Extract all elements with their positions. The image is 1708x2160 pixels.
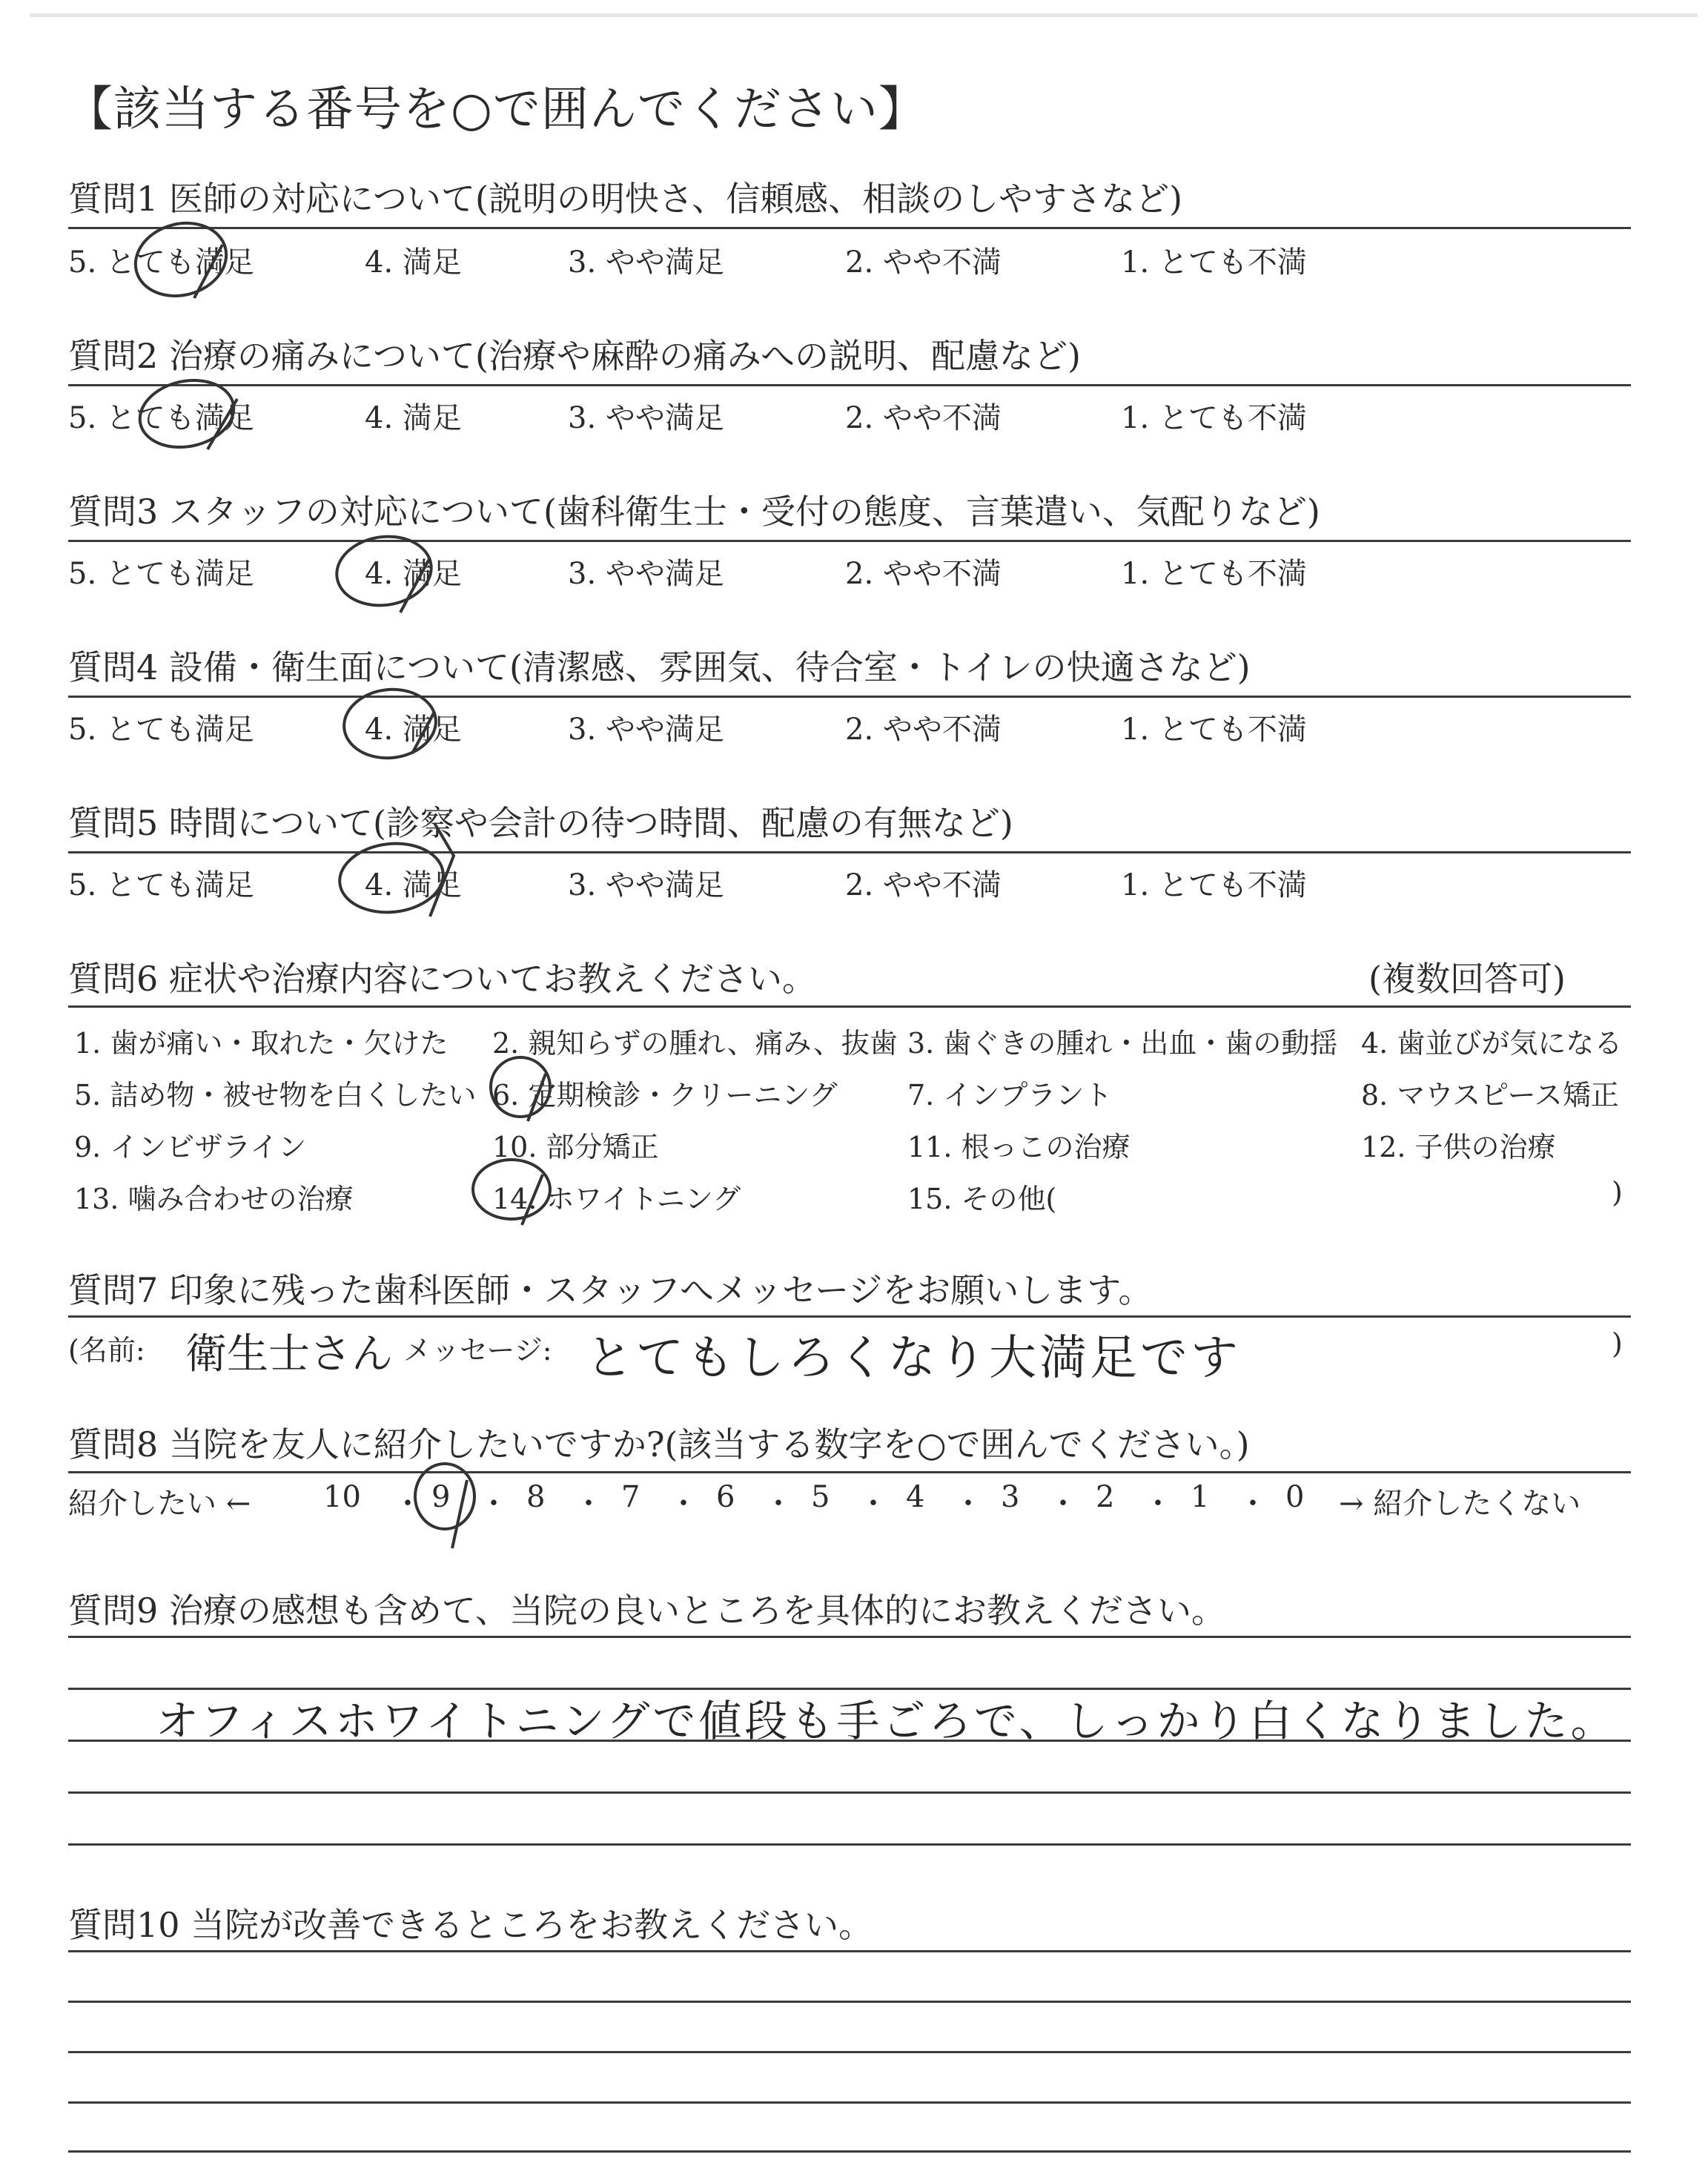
q6-item-9[interactable]: 9. インビザライン xyxy=(74,1131,307,1163)
recommend-left-label: 紹介したい ← xyxy=(68,1487,251,1521)
scale-7[interactable]: 7 xyxy=(621,1480,640,1514)
scale-6[interactable]: 6 xyxy=(716,1480,735,1514)
selection-circle-tail xyxy=(522,1175,543,1225)
scale-separator: ・ xyxy=(858,1487,888,1521)
q6-item-13[interactable]: 13. 噛み合わせの治療 xyxy=(74,1183,354,1215)
option-very-dissatisfied[interactable]: 1. とても不満 xyxy=(1121,401,1307,435)
option-somewhat-dissatisfied[interactable]: 2. やや不満 xyxy=(845,245,1002,280)
option-somewhat-dissatisfied[interactable]: 2. やや不満 xyxy=(845,557,1002,591)
scale-separator: ・ xyxy=(669,1487,698,1521)
q6-item-6[interactable]: 6. 定期検診・クリーニング xyxy=(492,1079,838,1112)
option-very-satisfied[interactable]: 5. とても満足 xyxy=(68,245,254,280)
q6-item-14[interactable]: 14. ホワイトニング xyxy=(492,1183,741,1215)
q6-other-close-paren: ) xyxy=(1612,1176,1623,1209)
question-title: 質問4 設備・衛生面について(清潔感、雰囲気、待合室・トイレの快適さなど) xyxy=(68,647,1251,687)
q6-item-11[interactable]: 11. 根っこの治療 xyxy=(907,1131,1131,1163)
option-satisfied[interactable]: 4. 満足 xyxy=(365,557,462,591)
question-title: 質問6 症状や治療内容についてお教えください。 xyxy=(68,959,816,999)
q6-item-2[interactable]: 2. 親知らずの腫れ、痛み、抜歯 xyxy=(492,1027,898,1060)
option-satisfied[interactable]: 4. 満足 xyxy=(365,868,462,902)
option-somewhat-dissatisfied[interactable]: 2. やや不満 xyxy=(845,713,1002,747)
option-very-dissatisfied[interactable]: 1. とても不満 xyxy=(1121,557,1307,591)
selection-circle-tail xyxy=(528,1074,546,1121)
option-somewhat-satisfied[interactable]: 3. やや満足 xyxy=(568,557,724,591)
option-somewhat-dissatisfied[interactable]: 2. やや不満 xyxy=(845,868,1002,902)
question-title: 質問9 治療の感想も含めて、当院の良いところを具体的にお教えください。 xyxy=(68,1591,1225,1631)
q6-item-7[interactable]: 7. インプラント xyxy=(907,1079,1113,1112)
selection-circle-q2 xyxy=(133,372,239,456)
q6-item-3[interactable]: 3. 歯ぐきの腫れ・出血・歯の動揺 xyxy=(907,1027,1338,1060)
scale-separator: ・ xyxy=(1048,1487,1078,1521)
message-label: メッセージ: xyxy=(403,1334,552,1367)
scale-8[interactable]: 8 xyxy=(526,1480,546,1514)
q6-item-10[interactable]: 10. 部分矯正 xyxy=(492,1131,659,1163)
selection-circle-q1 xyxy=(128,214,235,306)
option-somewhat-satisfied[interactable]: 3. やや満足 xyxy=(568,401,724,435)
option-very-satisfied[interactable]: 5. とても満足 xyxy=(68,557,254,591)
scale-1[interactable]: 1 xyxy=(1191,1480,1210,1514)
scale-separator: ・ xyxy=(1238,1487,1268,1521)
option-very-dissatisfied[interactable]: 1. とても不満 xyxy=(1121,868,1307,902)
option-very-dissatisfied[interactable]: 1. とても不満 xyxy=(1121,245,1307,280)
form-heading: 【該当する番号を○で囲んでください】 xyxy=(65,82,927,137)
scale-9[interactable]: 9 xyxy=(431,1480,451,1514)
message-close-paren: ) xyxy=(1612,1327,1623,1360)
q6-item-15[interactable]: 15. その他( xyxy=(907,1183,1057,1215)
option-very-satisfied[interactable]: 5. とても満足 xyxy=(68,713,254,747)
q6-item-1[interactable]: 1. 歯が痛い・取れた・欠けた xyxy=(74,1027,448,1060)
option-very-satisfied[interactable]: 5. とても満足 xyxy=(68,401,254,435)
selection-circle-tail xyxy=(452,1480,467,1548)
selection-circle-q8 xyxy=(415,1464,474,1529)
option-somewhat-satisfied[interactable]: 3. やや満足 xyxy=(568,868,724,902)
selection-circle-q4 xyxy=(341,685,440,762)
selection-circle-q5 xyxy=(337,839,447,917)
option-satisfied[interactable]: 4. 満足 xyxy=(365,401,462,435)
scale-4[interactable]: 4 xyxy=(906,1480,925,1514)
scale-2[interactable]: 2 xyxy=(1096,1480,1115,1514)
scale-separator: ・ xyxy=(479,1487,509,1521)
question-title: 質問10 当院が改善できるところをお教えください。 xyxy=(68,1905,873,1945)
scale-separator: ・ xyxy=(574,1487,603,1521)
handwritten-answer[interactable]: オフィスホワイトニングで値段も手ごろで、しっかり白くなりました。 xyxy=(156,1696,1617,1746)
scale-separator: ・ xyxy=(953,1487,983,1521)
option-somewhat-dissatisfied[interactable]: 2. やや不満 xyxy=(845,401,1002,435)
scale-separator: ・ xyxy=(393,1487,423,1521)
selection-circle-tail xyxy=(208,399,237,449)
selection-circle-q3 xyxy=(332,531,436,612)
handwritten-message[interactable]: とてもしろくなり大満足です xyxy=(586,1331,1241,1386)
question-title: 質問8 当院を友人に紹介したいですか?(該当する数字を○で囲んでください。) xyxy=(68,1424,1250,1464)
question-title: 質問7 印象に残った歯科医師・スタッフへメッセージをお願いします。 xyxy=(68,1270,1153,1310)
scale-10[interactable]: 10 xyxy=(323,1480,361,1514)
q6-item-12[interactable]: 12. 子供の治療 xyxy=(1361,1131,1556,1163)
option-somewhat-satisfied[interactable]: 3. やや満足 xyxy=(568,245,724,280)
question-title: 質問5 時間について(診察や会計の待つ時間、配慮の有無など) xyxy=(68,803,1013,843)
option-very-satisfied[interactable]: 5. とても満足 xyxy=(68,868,254,902)
scale-0[interactable]: 0 xyxy=(1285,1480,1305,1514)
scale-separator: ・ xyxy=(764,1487,793,1521)
recommend-right-label: → 紹介したくない xyxy=(1339,1487,1581,1521)
scale-3[interactable]: 3 xyxy=(1001,1480,1020,1514)
option-satisfied[interactable]: 4. 満足 xyxy=(365,245,462,280)
option-very-dissatisfied[interactable]: 1. とても不満 xyxy=(1121,713,1307,747)
multiple-answers-note: (複数回答可) xyxy=(1368,959,1566,999)
question-title: 質問2 治療の痛みについて(治療や麻酔の痛みへの説明、配慮など) xyxy=(68,336,1081,376)
question-title: 質問3 スタッフの対応について(歯科衛生士・受付の態度、言葉遣い、気配りなど) xyxy=(68,492,1320,532)
selection-circle-q6-item14 xyxy=(473,1160,550,1219)
q6-item-4[interactable]: 4. 歯並びが気になる xyxy=(1361,1027,1623,1060)
question-title: 質問1 医師の対応について(説明の明快さ、信頼感、相談のしやすさなど) xyxy=(68,179,1183,219)
selection-circle-tail xyxy=(194,245,222,298)
handwritten-name[interactable]: 衛生士さん xyxy=(185,1330,393,1378)
option-satisfied[interactable]: 4. 満足 xyxy=(365,713,462,747)
q6-item-8[interactable]: 8. マウスピース矯正 xyxy=(1361,1079,1619,1112)
scale-separator: ・ xyxy=(1143,1487,1173,1521)
option-somewhat-satisfied[interactable]: 3. やや満足 xyxy=(568,713,724,747)
name-label: (名前: xyxy=(68,1334,145,1367)
q6-item-5[interactable]: 5. 詰め物・被せ物を白くしたい xyxy=(74,1079,477,1112)
scale-5[interactable]: 5 xyxy=(811,1480,830,1514)
